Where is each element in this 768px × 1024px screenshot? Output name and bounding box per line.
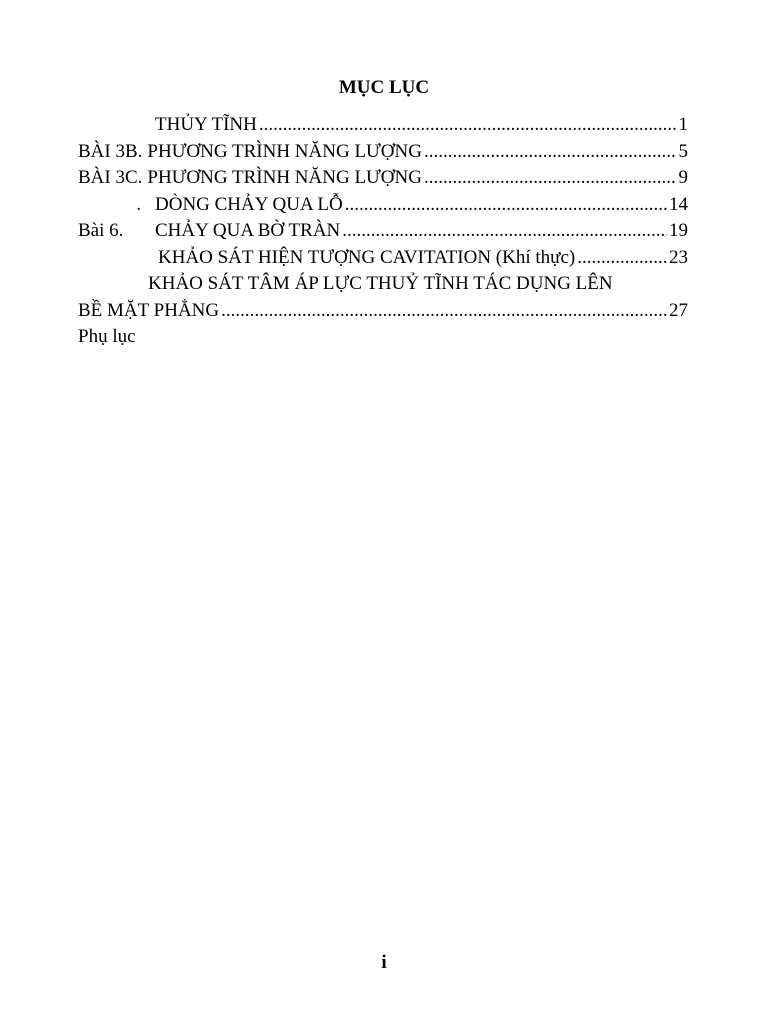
toc-entry-prefix-text: . (136, 193, 141, 215)
toc-entry-label: KHẢO SÁT TÂM ÁP LỰC THUỶ TĨNH TÁC DỤNG LÊN (148, 273, 613, 294)
toc-dot-leader (345, 192, 667, 219)
toc-entry-prefix: BÀI 3B. (78, 140, 143, 162)
toc-entry-7-line-2[interactable] (78, 298, 688, 325)
appendix-label: Phụ lục (78, 326, 136, 347)
toc-entry-label: BỀ MẶT PHẲNG (78, 299, 220, 321)
toc-entry-label: PHƯƠNG TRÌNH NĂNG LƯỢNG (147, 167, 422, 188)
toc-entry-7-line-1[interactable] (78, 271, 688, 298)
toc-entry-label: DÒNG CHẢY QUA LỖ (155, 193, 343, 215)
toc-entry-page: 14 (669, 193, 688, 215)
toc-entry-2[interactable] (78, 139, 688, 166)
toc-entry-4[interactable] (78, 192, 688, 219)
toc-entry-label: THỦY TĨNH (155, 114, 257, 135)
toc-dot-leader (221, 298, 667, 325)
toc-entry-prefix: BÀI 3C. (78, 167, 143, 188)
toc-entry-page: 5 (678, 140, 688, 162)
page-title: MỤC LỤC (338, 77, 430, 98)
toc-dot-leader (342, 218, 667, 245)
toc-entry-page: 1 (678, 114, 688, 135)
toc-entry-page: 19 (669, 220, 688, 241)
toc-entry-prefix (78, 192, 155, 219)
toc-entry-label: CHẢY QUA BỜ TRÀN (155, 220, 341, 241)
table-of-contents (78, 112, 688, 351)
appendix-entry[interactable] (78, 324, 688, 351)
toc-dot-leader (424, 139, 677, 166)
toc-dot-leader (577, 245, 667, 272)
toc-dot-leader (259, 112, 677, 139)
toc-entry-page: 9 (678, 167, 688, 188)
toc-entry-3[interactable] (78, 165, 688, 192)
toc-entry-page: 27 (669, 299, 688, 321)
toc-entry-1[interactable] (78, 112, 688, 139)
page-number: i (381, 952, 387, 973)
toc-entry-label: KHẢO SÁT HIỆN TƯỢNG CAVITATION (Khí thực) (158, 246, 576, 268)
toc-dot-leader (424, 165, 677, 192)
toc-entry-prefix: Bài 6. (78, 220, 124, 241)
toc-entry-label: PHƯƠNG TRÌNH NĂNG LƯỢNG (147, 140, 422, 162)
toc-entry-page: 23 (669, 246, 688, 268)
toc-entry-6[interactable] (78, 245, 688, 272)
toc-entry-5[interactable] (78, 218, 688, 245)
